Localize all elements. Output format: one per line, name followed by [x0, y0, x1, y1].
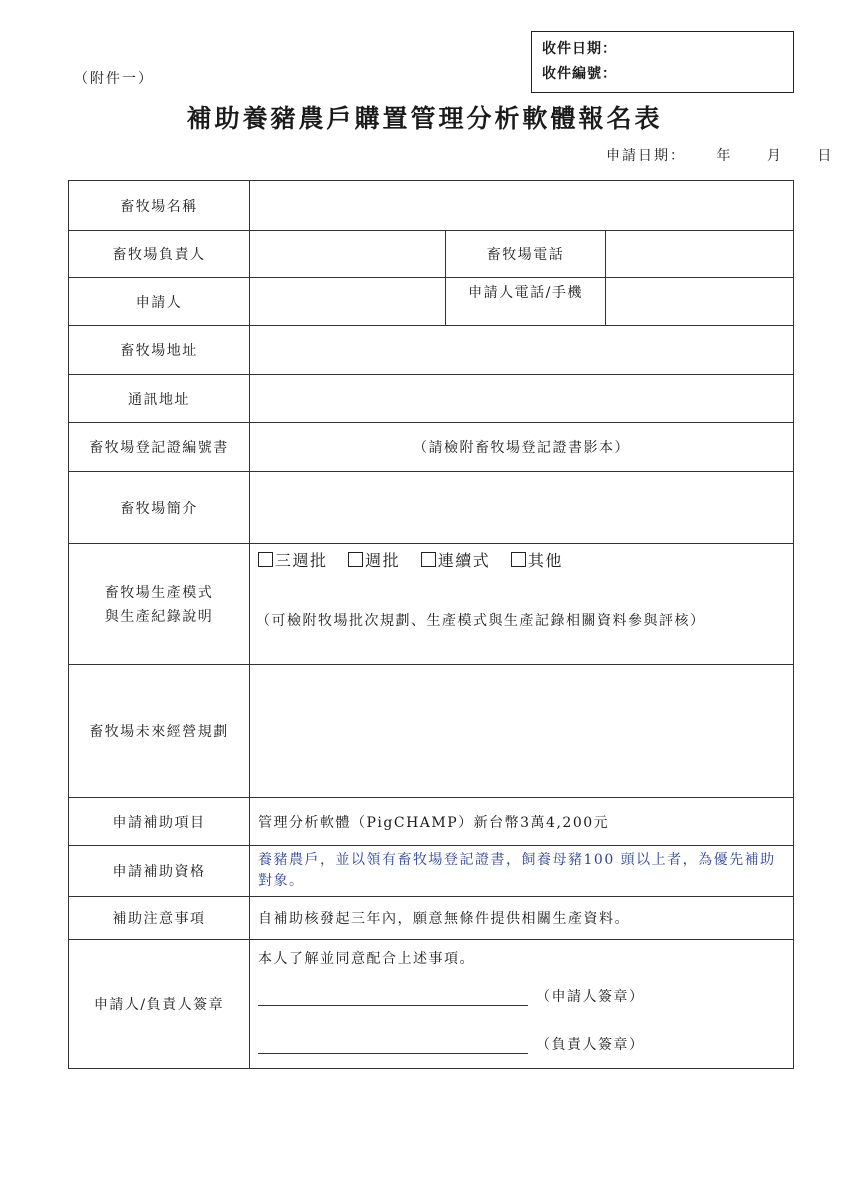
- apply-date-year: 年: [716, 148, 733, 164]
- cert-note: （請檢附畜牧場登記證書影本）: [250, 423, 794, 472]
- agree-text: 本人了解並同意配合上述事項。: [258, 951, 475, 967]
- apply-date-day: 日: [817, 148, 834, 164]
- receipt-date-label: 收件日期：: [542, 41, 617, 57]
- option-label: 三週批: [275, 551, 328, 570]
- row-future-plan: [69, 665, 794, 798]
- signature-cell: [250, 940, 794, 1069]
- checkbox[interactable]: [258, 552, 273, 567]
- apply-date-label: 申請日期：: [606, 148, 686, 164]
- option-label: 週批: [365, 551, 401, 570]
- cert-number-label: 畜牧場登記證編號書: [69, 423, 250, 472]
- signature-label: 申請人/負責人簽章: [69, 940, 250, 1069]
- row-production: [69, 544, 794, 665]
- option-weekly[interactable]: [348, 548, 400, 571]
- production-options: [258, 548, 577, 571]
- applicant-phone-field[interactable]: [606, 278, 794, 326]
- apply-date-month: 月: [766, 148, 783, 164]
- receipt-box: [531, 31, 794, 93]
- row-subsidy-item: [69, 798, 794, 846]
- applicant-phone-label: 申請人電話/手機: [446, 278, 606, 326]
- row-notes: [69, 897, 794, 940]
- row-farm-name: [69, 181, 794, 231]
- option-label: 其他: [527, 551, 563, 570]
- option-other[interactable]: [511, 548, 563, 571]
- row-farm-address: [69, 326, 794, 375]
- receipt-number-label: 收件編號：: [542, 66, 617, 82]
- production-label-line2: 與生產紀錄說明: [104, 609, 214, 625]
- applicant-sign-line[interactable]: [258, 987, 528, 1006]
- future-plan-label: 畜牧場未來經營規劃: [69, 665, 250, 798]
- mailing-address-label: 通訊地址: [69, 375, 250, 423]
- owner-sign-line[interactable]: [258, 1035, 528, 1054]
- production-label: [69, 544, 250, 665]
- option-continuous[interactable]: [421, 548, 491, 571]
- farm-name-label: 畜牧場名稱: [69, 181, 250, 231]
- production-note: （可檢附牧場批次規劃、生產模式與生產記錄相關資料參與評核）: [256, 613, 706, 629]
- applicant-sign-label: （申請人簽章）: [536, 989, 645, 1005]
- row-cert: [69, 423, 794, 472]
- future-plan-field[interactable]: [250, 665, 794, 798]
- row-applicant: [69, 278, 794, 326]
- farm-phone-label: 畜牧場電話: [446, 231, 606, 278]
- row-mailing-address: [69, 375, 794, 423]
- farm-address-label: 畜牧場地址: [69, 326, 250, 375]
- applicant-sign-row: [258, 986, 645, 1006]
- mailing-address-field[interactable]: [250, 375, 794, 423]
- row-eligibility: [69, 846, 794, 897]
- checkbox[interactable]: [421, 552, 436, 567]
- applicant-label: 申請人: [69, 278, 250, 326]
- notes-label: 補助注意事項: [69, 897, 250, 940]
- eligibility-label: 申請補助資格: [69, 846, 250, 897]
- production-cell: [250, 544, 794, 665]
- checkbox[interactable]: [511, 552, 526, 567]
- eligibility-value: 養豬農戶，並以領有畜牧場登記證書，飼養母豬100 頭以上者，為優先補助對象。: [250, 846, 794, 897]
- subsidy-item-label: 申請補助項目: [69, 798, 250, 846]
- farm-address-field[interactable]: [250, 326, 794, 375]
- apply-date: [606, 145, 833, 165]
- row-owner: [69, 231, 794, 278]
- production-label-line1: 畜牧場生產模式: [104, 585, 214, 601]
- intro-field[interactable]: [250, 472, 794, 544]
- attachment-label: （附件一）: [74, 71, 154, 87]
- application-form: [68, 180, 794, 1069]
- owner-field[interactable]: [250, 231, 446, 278]
- form-title: 補助養豬農戶購置管理分析軟體報名表: [186, 104, 663, 133]
- owner-label: 畜牧場負責人: [69, 231, 250, 278]
- checkbox[interactable]: [348, 552, 363, 567]
- owner-sign-label: （負責人簽章）: [536, 1037, 645, 1053]
- option-label: 連續式: [437, 551, 491, 570]
- intro-label: 畜牧場簡介: [69, 472, 250, 544]
- option-three-week[interactable]: [258, 548, 328, 571]
- applicant-field[interactable]: [250, 278, 446, 326]
- row-signature: [69, 940, 794, 1069]
- row-intro: [69, 472, 794, 544]
- farm-name-field[interactable]: [250, 181, 794, 231]
- notes-value: 自補助核發起三年內，願意無條件提供相關生產資料。: [250, 897, 794, 940]
- farm-phone-field[interactable]: [606, 231, 794, 278]
- owner-sign-row: [258, 1034, 645, 1054]
- subsidy-item-value: 管理分析軟體（PigCHAMP）新台幣3萬4,200元: [250, 798, 794, 846]
